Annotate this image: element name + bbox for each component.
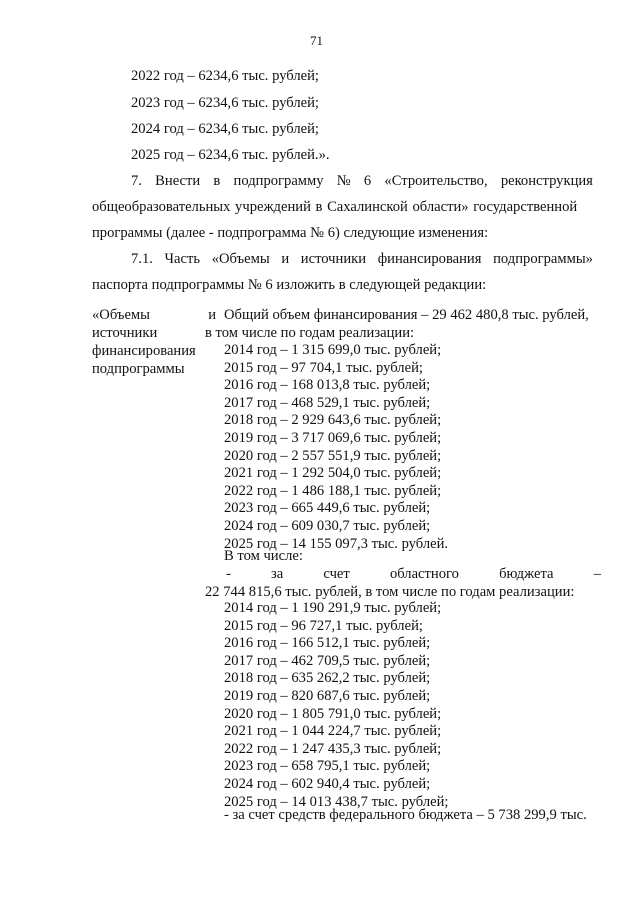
year-line: 2016 год – 168 013,8 тыс. рублей; xyxy=(224,377,431,394)
intro-year-line: 2025 год – 6234,6 тыс. рублей.». xyxy=(131,147,330,163)
year-line: 2022 год – 1 247 435,3 тыс. рублей; xyxy=(224,740,442,757)
intro-year-line: 2024 год – 6234,6 тыс. рублей; xyxy=(131,121,319,137)
para7-line1 xyxy=(131,172,593,190)
intro-year-line: 2022 год – 6234,6 тыс. рублей; xyxy=(131,68,319,84)
para7-line3: программы (далее - подпрограмма № 6) следующие изменения: xyxy=(92,225,489,241)
total-financing-line: Общий объем финансирования – 29 462 480,8 тыс. рублей, xyxy=(224,307,589,323)
year-line: 2014 год – 1 190 291,9 тыс. рублей; xyxy=(224,600,442,616)
year-line: 2023 год – 665 449,6 тыс. рублей; xyxy=(224,500,431,517)
year-line: 2024 год – 609 030,7 тыс. рублей; xyxy=(224,518,431,534)
left-col-row3: финансирования xyxy=(92,343,196,359)
year-line: 2019 год – 3 717 069,6 тыс. рублей; xyxy=(224,430,442,446)
para71-line1 xyxy=(131,250,593,268)
year-line: 2023 год – 658 795,1 тыс. рублей; xyxy=(224,758,431,775)
year-line: 2018 год – 635 262,2 тыс. рублей; xyxy=(224,670,431,687)
word: «Объемы xyxy=(211,251,270,267)
left-col-row4: подпрограммы xyxy=(92,361,185,377)
word: «Строительство, xyxy=(384,173,488,189)
intro-year-line: 2023 год – 6234,6 тыс. рублей; xyxy=(131,95,319,111)
para7-line2: общеобразовательных учреждений в Сахалинской области» государственной xyxy=(92,199,578,215)
year-line: 2019 год – 820 687,6 тыс. рублей; xyxy=(224,688,431,704)
year-line: 2015 год – 97 704,1 тыс. рублей; xyxy=(224,359,423,376)
page-number: 71 xyxy=(310,33,323,48)
word: источники xyxy=(300,251,367,267)
left-col-and: и xyxy=(208,307,216,323)
year-line: 2016 год – 166 512,1 тыс. рублей; xyxy=(224,635,431,652)
year-line: 2021 год – 1 044 224,7 тыс. рублей; xyxy=(224,723,442,740)
regional-budget-line xyxy=(226,565,601,583)
year-line: 2025 год – 14 155 097,3 тыс. рублей. xyxy=(224,535,449,552)
left-col-word: «Объемы xyxy=(92,307,150,323)
word: бюджета xyxy=(499,566,554,582)
word: № xyxy=(336,173,351,189)
word: Внести xyxy=(155,173,201,189)
word: за xyxy=(271,566,284,582)
federal-budget-line: - за счет средств федерального бюджета – 5 738 299,9 тыс. xyxy=(224,807,587,823)
word: подпрограммы» xyxy=(493,251,593,267)
word: - xyxy=(226,566,231,582)
year-line: 2017 год – 462 709,5 тыс. рублей; xyxy=(224,652,431,669)
total-financing-line2: в том числе по годам реализации: xyxy=(205,325,415,341)
para71-line2: паспорта подпрограммы № 6 изложить в следующей редакции: xyxy=(92,277,487,293)
year-line: 2025 год – 14 013 438,7 тыс. рублей; xyxy=(224,793,449,810)
word: – xyxy=(593,566,601,582)
word: финансирования xyxy=(377,251,482,267)
year-line: 2024 год – 602 940,4 тыс. рублей; xyxy=(224,776,431,792)
word: 7.1. xyxy=(131,251,153,267)
word: Часть xyxy=(164,251,201,267)
word: 7. xyxy=(131,173,142,189)
word: подпрограмму xyxy=(233,173,324,189)
year-line: 2020 год – 2 557 551,9 тыс. рублей; xyxy=(224,447,442,464)
year-line: 2018 год – 2 929 643,6 тыс. рублей; xyxy=(224,412,442,429)
year-line: 2015 год – 96 727,1 тыс. рублей; xyxy=(224,617,423,634)
word: 6 xyxy=(363,173,372,189)
year-line: 2022 год – 1 486 188,1 тыс. рублей; xyxy=(224,482,442,499)
word: в xyxy=(213,173,221,189)
regional-total-line: 22 744 815,6 тыс. рублей, в том числе по годам реализации: xyxy=(205,584,575,600)
left-col-row1 xyxy=(92,306,216,324)
word: реконструкция xyxy=(500,173,593,189)
left-col-row2: источники xyxy=(92,325,158,341)
year-line: 2021 год – 1 292 504,0 тыс. рублей; xyxy=(224,465,442,482)
including-label: В том числе: xyxy=(224,548,303,564)
word: счет xyxy=(323,566,350,582)
year-line: 2020 год – 1 805 791,0 тыс. рублей; xyxy=(224,705,442,722)
word: и xyxy=(281,251,290,267)
year-line: 2017 год – 468 529,1 тыс. рублей; xyxy=(224,394,431,411)
year-line: 2014 год – 1 315 699,0 тыс. рублей; xyxy=(224,342,442,358)
word: областного xyxy=(389,566,459,582)
